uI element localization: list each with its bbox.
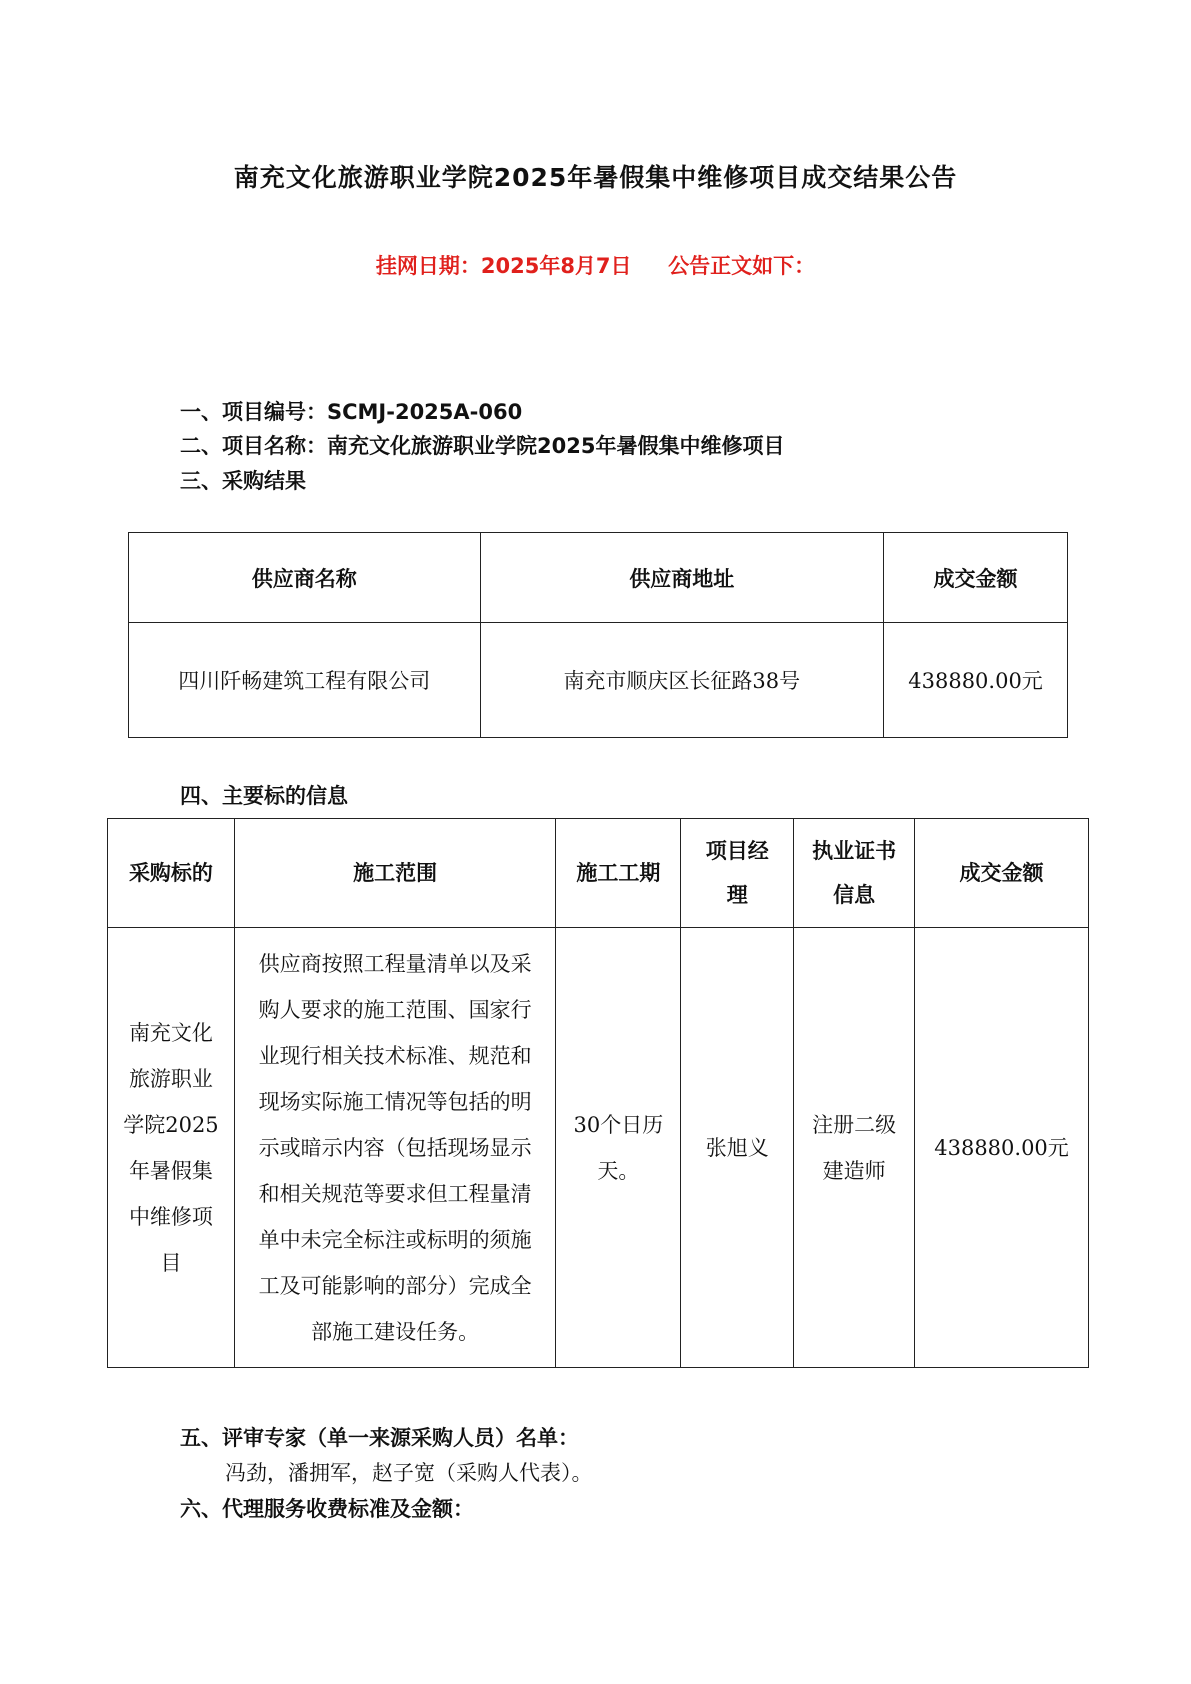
project-name-line bbox=[180, 430, 784, 460]
period-line: 天。 bbox=[597, 1158, 640, 1183]
scope-line: 工及可能影响的部分）完成全 bbox=[258, 1273, 532, 1298]
supplier-address-cell: 南充市顺庆区长征路38号 bbox=[480, 623, 884, 738]
scope-line: 和相关规范等要求但工程量清 bbox=[258, 1181, 532, 1206]
header-license-info bbox=[794, 819, 915, 928]
project-name-label: 二、项目名称： bbox=[180, 434, 327, 458]
header-supplier-address: 供应商地址 bbox=[480, 533, 884, 623]
scope-line: 购人要求的施工范围、国家行 bbox=[258, 997, 532, 1022]
supplier-name-cell: 四川阡畅建筑工程有限公司 bbox=[129, 623, 481, 738]
section-heading-agency-fee: 六、代理服务收费标准及金额： bbox=[180, 1497, 474, 1521]
scope-cell bbox=[234, 928, 556, 1368]
period-line: 30个日历 bbox=[573, 1112, 664, 1137]
subject-line: 年暑假集 bbox=[128, 1158, 213, 1183]
project-number-line bbox=[180, 396, 522, 426]
subject-line: 南充文化 bbox=[128, 1020, 213, 1045]
cert-line: 建造师 bbox=[822, 1158, 886, 1183]
section-heading-experts: 五、评审专家（单一来源采购人员）名单： bbox=[180, 1426, 579, 1450]
table-header-row bbox=[108, 819, 1089, 928]
project-name-value: 南充文化旅游职业学院2025年暑假集中维修项目 bbox=[327, 434, 785, 458]
cert-line: 注册二级 bbox=[812, 1112, 897, 1137]
header-project-manager-line1: 项目经 bbox=[705, 839, 769, 863]
header-project-manager bbox=[681, 819, 794, 928]
table-row bbox=[108, 928, 1089, 1368]
header-procurement-subject: 采购标的 bbox=[108, 819, 235, 928]
scope-line: 单中未完全标注或标明的须施 bbox=[258, 1227, 532, 1252]
scope-line: 业现行相关技术标准、规范和 bbox=[258, 1043, 532, 1068]
scope-line: 示或暗示内容（包括现场显示 bbox=[258, 1135, 532, 1160]
project-number-value: SCMJ-2025A-060 bbox=[327, 400, 523, 424]
header-construction-period: 施工工期 bbox=[556, 819, 681, 928]
project-number-label: 一、项目编号： bbox=[180, 400, 327, 424]
deal-amount-cell: 438880.00元 bbox=[884, 623, 1068, 738]
amount-cell: 438880.00元 bbox=[915, 928, 1089, 1368]
header-license-info-line1: 执业证书 bbox=[812, 839, 897, 863]
header-construction-scope: 施工范围 bbox=[234, 819, 556, 928]
subject-info-table bbox=[107, 818, 1089, 1368]
subject-line: 中维修项 bbox=[128, 1204, 213, 1229]
scope-line: 部施工建设任务。 bbox=[311, 1319, 480, 1344]
header-license-info-line2: 信息 bbox=[833, 883, 876, 907]
publish-date-line: 挂网日期：2025年8月7日 公告正文如下： bbox=[375, 254, 816, 278]
section-heading-procurement-result: 三、采购结果 bbox=[180, 469, 306, 493]
subject-line: 旅游职业 bbox=[128, 1066, 213, 1091]
experts-list: 冯劲，潘拥军，赵子宽（采购人代表）。 bbox=[225, 1461, 593, 1485]
header-deal-amount: 成交金额 bbox=[915, 819, 1089, 928]
header-deal-amount: 成交金额 bbox=[884, 533, 1068, 623]
scope-line: 现场实际施工情况等包括的明 bbox=[258, 1089, 532, 1114]
subject-line: 学院2025 bbox=[123, 1112, 219, 1137]
subject-line: 目 bbox=[160, 1250, 182, 1275]
header-supplier-name: 供应商名称 bbox=[129, 533, 481, 623]
header-project-manager-line2: 理 bbox=[726, 883, 748, 907]
scope-line: 供应商按照工程量清单以及采 bbox=[258, 951, 532, 976]
table-row bbox=[129, 623, 1068, 738]
manager-cell: 张旭义 bbox=[681, 928, 794, 1368]
cert-cell bbox=[794, 928, 915, 1368]
table-header-row bbox=[129, 533, 1068, 623]
subject-cell bbox=[108, 928, 235, 1368]
section-heading-main-subject: 四、主要标的信息 bbox=[180, 784, 348, 808]
notice-title: 南充文化旅游职业学院2025年暑假集中维修项目成交结果公告 bbox=[233, 163, 958, 192]
period-cell bbox=[556, 928, 681, 1368]
supplier-table bbox=[128, 532, 1068, 738]
